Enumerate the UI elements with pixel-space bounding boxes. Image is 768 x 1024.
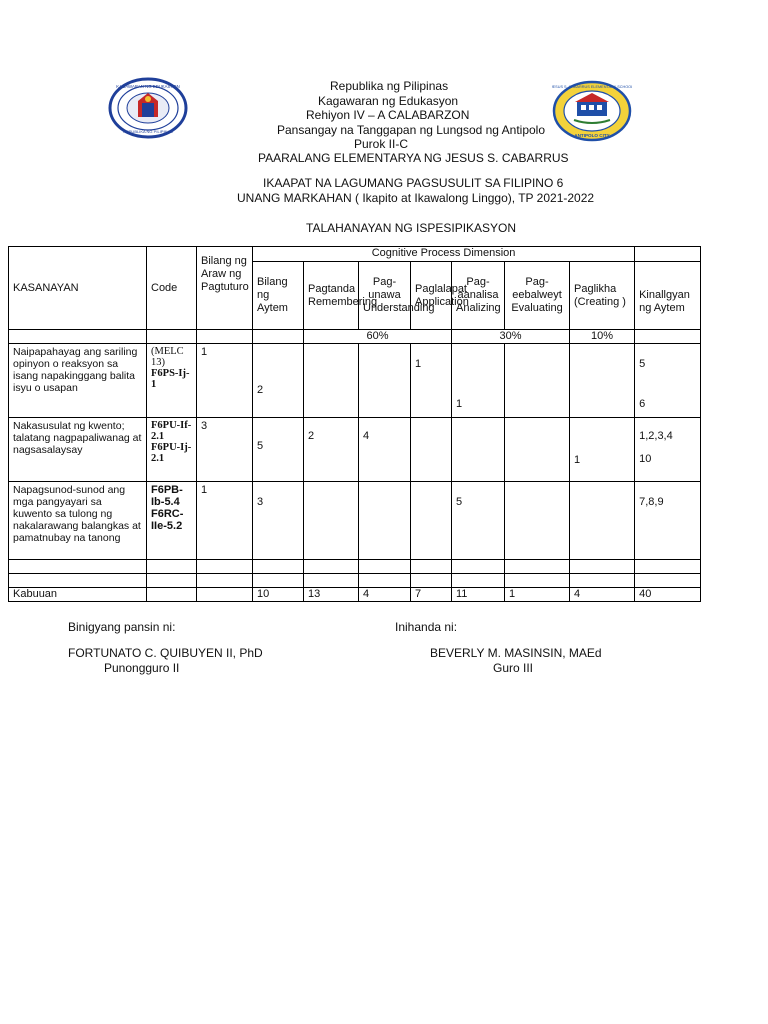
code-cell [147,418,197,482]
svg-text:JESUS S. CABARRUS ELEMENTARY S: JESUS S. CABARRUS ELEMENTARY SCHOOL [552,85,632,89]
code-cell [147,482,197,560]
analyze-cell: 5 [452,482,505,560]
header-blank-top [635,247,701,262]
create-cell: 1 [570,418,635,482]
school-seal-logo [552,80,632,142]
understand-cell [359,482,411,560]
total-remember: 13 [304,588,359,602]
days-cell: 3 [197,418,253,482]
create-cell [570,482,635,560]
principal-title: Punongguro II [104,661,180,675]
percent-higher: 10% [570,330,635,344]
apply-cell: 1 [411,344,452,418]
remember-cell [304,482,359,560]
specification-table [8,246,701,602]
placement-cell [635,418,701,482]
header-kagawaran: Kagawaran ng Edukasyon [318,94,459,108]
code-cell [147,344,197,418]
header-remember: Pagtanda Remembering [304,262,359,330]
placement-cell [635,344,701,418]
placement-value: 1,2,3,4 [639,430,673,442]
table-row-empty [9,574,701,588]
skill-cell: Nakasusulat ng kwento; talatang nagpapaliwanag at nagsasalaysay [9,418,147,482]
apply-cell [411,482,452,560]
code-value: F6PU-If-2.1 [151,420,192,442]
header-code: Code [147,247,197,330]
header-school-name: PAARALANG ELEMENTARYA NG JESUS S. CABARRUS [258,151,569,165]
total-analyze: 11 [452,588,505,602]
create-cell [570,344,635,418]
header-bilang-aytem: Bilang ng Aytem [253,262,304,330]
items-cell: 5 [253,418,304,482]
table-row-empty [9,560,701,574]
header-kasanayan: KASANAYAN [9,247,147,330]
header-purok: Purok II-C [354,137,409,151]
table-row-total [9,588,701,602]
placement-value: 5 [639,358,646,370]
header-cognitive-dimension: Cognitive Process Dimension [253,247,635,262]
code-value: F6RC-IIe-5.2 [151,508,184,532]
header-analyze: Pag-aanalisa Analizing [452,262,505,330]
items-cell: 3 [253,482,304,560]
header-pansangay: Pansangay na Tanggapan ng Lungsod ng Antipolo [277,123,546,137]
total-label: Kabuuan [9,588,147,602]
total-placement: 40 [635,588,701,602]
header-republika: Republika ng Pilipinas [330,79,449,93]
header-understand: Pag-unawa Understanding [359,262,411,330]
total-understand: 4 [359,588,411,602]
evaluate-cell [505,344,570,418]
table-row [9,344,701,418]
remember-cell [304,344,359,418]
noted-by-label: Binigyang pansin ni: [68,620,176,634]
principal-name: FORTUNATO C. QUIBUYEN II, PhD [68,646,263,660]
header-rehiyon: Rehiyon IV – A CALABARZON [306,108,470,122]
table-row [9,418,701,482]
teacher-title: Guro III [493,661,534,675]
evaluate-cell [505,482,570,560]
header-create: Paglikha (Creating ) [570,262,635,330]
svg-text:ANTIPOLO CITY: ANTIPOLO CITY [574,133,610,138]
deped-seal-logo [108,77,188,139]
total-apply: 7 [411,588,452,602]
remember-cell: 2 [304,418,359,482]
header-bilang-araw: Bilang ng Araw ng Pagtuturo [197,247,253,330]
total-evaluate: 1 [505,588,570,602]
total-create: 4 [570,588,635,602]
svg-text:REPUBLIKA NG PILIPINAS: REPUBLIKA NG PILIPINAS [123,129,173,134]
percent-middle: 30% [452,330,570,344]
skill-cell: Napagsunod-sunod ang mga pangyayari sa kuwento sa tulong ng nakalarawang balangkas at pamatnubay na tanong [9,482,147,560]
header-apply: Paglalapat Application [411,262,452,330]
svg-text:KAGAWARAN NG EDUKASYON: KAGAWARAN NG EDUKASYON [116,84,180,89]
code-value: F6PB-Ib-5.4 [151,484,183,508]
code-melc: (MELC 13) [151,346,184,368]
evaluate-cell [505,418,570,482]
days-cell: 1 [197,482,253,560]
placement-value: 10 [639,453,652,465]
analyze-cell [452,418,505,482]
placement-value: 6 [639,398,646,410]
code-value: F6PS-Ij-1 [151,368,190,390]
analyze-cell: 1 [452,344,505,418]
apply-cell [411,418,452,482]
teacher-name: BEVERLY M. MASINSIN, MAEd [430,646,602,660]
understand-cell [359,344,411,418]
prepared-by-label: Inihanda ni: [395,620,458,634]
table-row [9,482,701,560]
placement-cell: 7,8,9 [635,482,701,560]
header-evaluate: Pag-eebalweyt Evaluating [505,262,570,330]
header-kinalagyan: Kinallgyan ng Aytem [635,262,701,330]
title-tos: TALAHANAYAN NG ISPESIPIKASYON [306,221,517,235]
code-value: F6PU-Ij-2.1 [151,442,192,464]
title-quarter: UNANG MARKAHAN ( Ikapito at Ikawalong Linggo), TP 2021-2022 [237,191,595,205]
percent-lower: 60% [304,330,452,344]
skill-cell: Naipapahayag ang sariling opinyon o reaksyon sa isang napakinggang balita isyu o usapan [9,344,147,418]
days-cell: 1 [197,344,253,418]
total-items: 10 [253,588,304,602]
items-cell: 2 [253,344,304,418]
understand-cell: 4 [359,418,411,482]
title-exam: IKAAPAT NA LAGUMANG PAGSUSULIT SA FILIPINO 6 [263,176,564,190]
